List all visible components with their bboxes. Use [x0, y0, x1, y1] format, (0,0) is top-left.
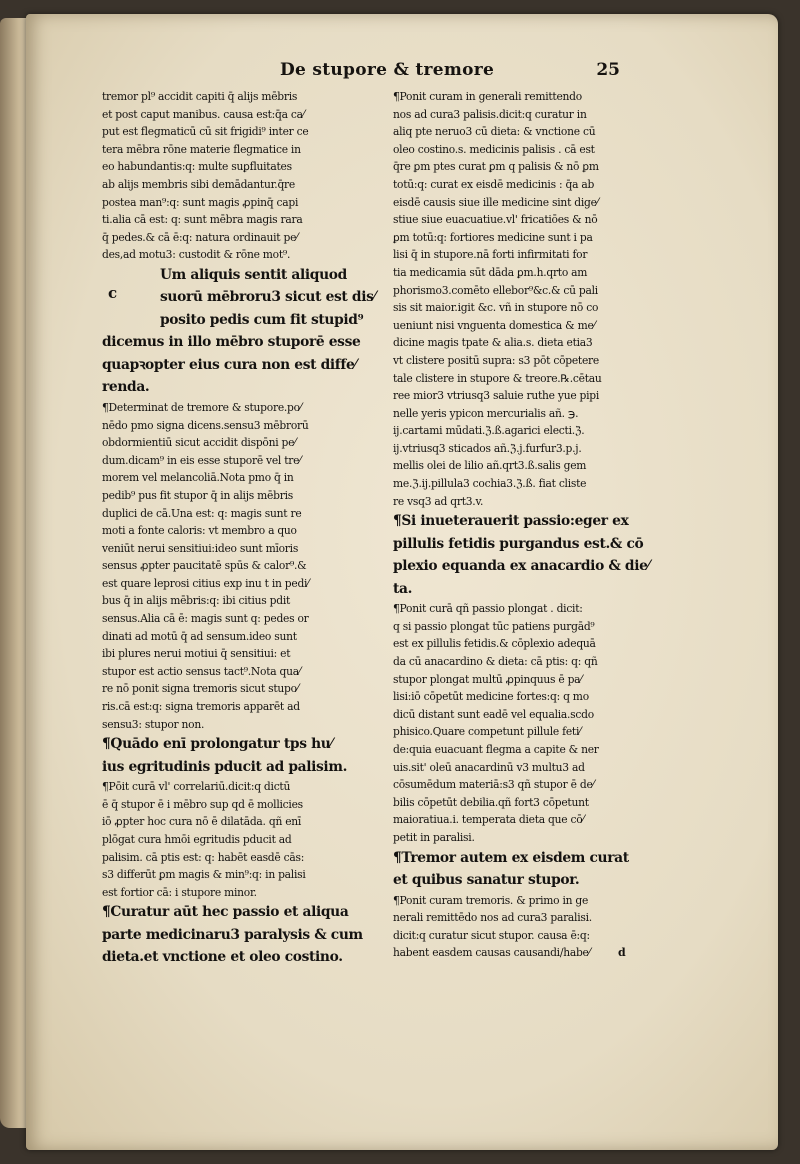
left-column: [102, 88, 388, 969]
text-line: palisim. cā ptis est: q: habēt easdē cās:: [102, 850, 305, 864]
text-line-content: Um aliquis sentit aliquod: [160, 266, 347, 283]
commentary-block: [393, 600, 676, 846]
text-line: maioratiua.i. temperata dieta que cō⁄: [393, 813, 584, 827]
main-text-block: [102, 264, 388, 399]
text-line: re nō ponit signa tremoris sicut stupo⁄: [102, 682, 299, 696]
text-line: lisi:iō cōpetūt medicine fortes:q: q mo: [393, 690, 589, 704]
text-line: lisi q̄ in stupore.nā forti infirmitati for: [393, 248, 588, 262]
text-line: ta.: [393, 580, 413, 597]
text-line: posito pedis cum fit stupid⁹: [160, 311, 364, 328]
commentary-block: [102, 778, 388, 901]
text-line: s3 differūt ꝑm magis & min⁹:q: in palisi: [102, 868, 306, 882]
text-line: dicit:q curatur sicut stupor. causa ē:q:: [393, 928, 590, 942]
text-line: ¶Ponit curam tremoris. & primo in ge: [393, 893, 589, 907]
text-line: ibi plures nerui motiui q̄ sensitiui: et: [102, 647, 291, 661]
text-line: tera mēbra rōne materie flegmatice in: [102, 142, 301, 156]
text-line: stupor plongat multū ꝓpinquus ē pa⁄: [393, 672, 582, 686]
text-line: et post caput manibus. causa est:q̄a ca⁄: [102, 107, 305, 121]
text-line: phisico.Quare competunt pillule feti⁄: [393, 725, 581, 739]
text-line: put est flegmaticū cū sit frigidi⁹ inter ce: [102, 125, 309, 139]
text-line: sis sit maior.igit &c. vñ in stupore nō co: [393, 301, 599, 315]
text-line: ab alijs membris sibi demādantur.q̄re: [102, 177, 295, 191]
text-line: ¶Pōit curā vl' correlariū.dicit:q dictū: [102, 780, 291, 794]
text-line: stiue siue euacuatiue.vl' fricatiōes & nō: [393, 213, 598, 227]
text-line: q si passio plongat tūc patiens purgād⁹: [393, 619, 595, 633]
text-line: uis.sit' oleū anacardinū v3 multu3 ad: [393, 760, 585, 774]
main-text-block: [393, 847, 676, 892]
text-line: q̄ pedes.& cā ē:q: natura ordinauit pe⁄: [102, 230, 298, 244]
text-line: ueniunt nisi vnguenta domestica & me⁄: [393, 318, 596, 332]
text-line: obdormientiū sicut accidit dispōni pe⁄: [102, 436, 296, 450]
text-line: tale clistere in stupore & treore.℞.cētau: [393, 371, 602, 385]
text-line: stupor est actio sensus tact⁹.Nota qua⁄: [102, 664, 301, 678]
text-line: ij.cartami mūdati.ℨ.ß.agarici electi.ℨ.: [393, 424, 585, 438]
text-line: sensu3: stupor non.: [102, 717, 205, 731]
main-text-block: [393, 510, 676, 600]
text-line: ¶Si inueterauerit passio:eger ex: [393, 513, 629, 530]
text-line: parte medicinaru3 paralysis & cum: [102, 926, 363, 943]
text-line: pillulis fetidis purgandus est.& cō: [393, 535, 644, 552]
text-line: suorū mēbroru3 sicut est dis⁄: [160, 289, 376, 306]
text-line: quapꝛopter eius cura non est diffe⁄: [102, 356, 357, 373]
commentary-block: [102, 88, 388, 264]
text-line: de:quia euacuant flegma a capite & ner: [393, 743, 599, 756]
text-line: nēdo pmo signa dicens.sensu3 mēbrorū: [102, 418, 309, 432]
text-line: petit in paralisi.: [393, 830, 475, 844]
text-line: cōsumēdum materiā:s3 qñ stupor ē de⁄: [393, 778, 595, 792]
text-line: mellis olei de lilio añ.qrt3.ß.salis gem: [393, 459, 587, 473]
text-line: sensus ꝓpter paucitatē spūs & calor⁹.&: [102, 559, 307, 573]
text-line: veniūt nerui sensitiui:ideo sunt mīoris: [102, 541, 299, 555]
page-header: [280, 60, 620, 82]
text-line: dinati ad motū q̄ ad sensum.ideo sunt: [102, 629, 297, 643]
text-line: me.ℨ.ij.pillula3 cochia3.ℨ.ß. fiat cliste: [393, 477, 587, 491]
right-column: [393, 88, 676, 962]
text-line: pedib⁹ pus fit stupor q̄ in alijs mēbris: [102, 488, 293, 502]
text-line: ¶Quādo enī prolongatur tps hu⁄: [102, 736, 333, 753]
text-line: tia medicamia sūt dāda ꝑm.h.qrto am: [393, 265, 588, 279]
text-line: ¶Curatur aūt hec passio et aliqua: [102, 904, 349, 921]
text-line: habent easdem causas causandi/habe⁄: [393, 946, 591, 960]
text-line: ris.cā est:q: signa tremoris apparēt ad: [102, 700, 300, 714]
text-line: dum.dicam⁹ in eis esse stuporē vel tre⁄: [102, 453, 301, 467]
text-line: ¶Determinat de tremore & stupore.po⁄: [102, 400, 302, 414]
text-line: est fortior cā: i stupore minor.: [102, 885, 257, 899]
text-line: plōgat cura hmōi egritudis pducit ad: [102, 833, 292, 846]
text-line: bilis cōpetūt debilia.qñ fort3 cōpetunt: [393, 795, 589, 809]
text-line: aliq pte neruo3 cū dieta: & vnctione cū: [393, 125, 596, 139]
text-line: iō ꝓpter hoc cura nō ē dilatāda. qñ enī: [102, 815, 302, 829]
text-line: nelle yeris ypicon mercurialis añ. ℈.: [393, 406, 579, 420]
commentary-block: [393, 892, 676, 962]
text-line: postea man⁹:q: sunt magis ꝓpinq̄ capi: [102, 195, 299, 209]
text-line: ¶Tremor autem ex eisdem curat: [393, 849, 629, 866]
main-text-block: [102, 901, 388, 969]
text-line: des,ad motu3: custodit & rōne mot⁹.: [102, 248, 291, 262]
text-line: et quibus sanatur stupor.: [393, 872, 580, 889]
commentary-block: [102, 399, 388, 733]
text-line: dicine magis tpate & alia.s. dieta etia3: [393, 336, 593, 350]
text-line: oleo costino.s. medicinis palisis . cā est: [393, 142, 595, 156]
text-line: nos ad cura3 palisis.dicit:q curatur in: [393, 107, 587, 121]
text-line: phorismo3.comēto ellebor⁹&c.& cū pali: [393, 283, 598, 297]
signature-mark: d: [618, 946, 626, 959]
folio-number: 25: [596, 60, 620, 80]
text-line: totū:q: curat ex eisdē medicinis : q̄a ab: [393, 177, 595, 191]
text-line: tremor pl⁹ accidit capiti q̄ alijs mēbris: [102, 90, 298, 103]
text-line: sensus.Alia cā ē: magis sunt q: pedes or: [102, 612, 309, 626]
text-line: eo habundantis:q: multe suꝑfluitates: [102, 160, 292, 174]
commentary-block: [393, 88, 676, 510]
initial-letter-guide: c: [108, 283, 117, 302]
text-line: da cū anacardino & dieta: cā ptis: q: qñ: [393, 655, 598, 669]
text-line: dicū distant sunt eadē vel equalia.scdo: [393, 707, 594, 721]
text-line: ꝑm totū:q: fortiores medicine sunt i pa: [393, 230, 593, 244]
text-line: vt clistere positū supra: s3 pōt cōpetere: [393, 353, 599, 367]
text-line: renda.: [102, 379, 150, 396]
text-line: q̄re ꝑm ptes curat ꝑm q palisis & nō ꝑm: [393, 160, 599, 174]
text-line: ti.alia cā est: q: sunt mēbra magis rara: [102, 213, 303, 227]
text-line: dieta.et vnctione et oleo costino.: [102, 949, 343, 966]
text-line: ij.vtriusq3 sticados añ.ℨ.j.furfur3.p.j.: [393, 441, 582, 455]
text-line: duplici de cā.Una est: q: magis sunt re: [102, 506, 302, 520]
text-line: nerali remittēdo nos ad cura3 paralisi.: [393, 911, 592, 925]
text-line: ē q̄ stupor ē i mēbro sup qd ē mollicies: [102, 797, 303, 811]
text-line: bus q̄ in alijs mēbris:q: ibi citius pdit: [102, 594, 291, 608]
running-title: De stupore & tremore: [280, 60, 495, 80]
text-line: morem vel melancoliā.Nota pmo q̄ in: [102, 471, 294, 485]
text-line: re vsq3 ad qrt3.v.: [393, 494, 484, 508]
text-line: ius egritudinis pducit ad palisim.: [102, 758, 348, 775]
text-line: plexio equanda ex anacardio & die⁄: [393, 558, 650, 575]
text-line: est ex pillulis fetidis.& cōplexio adequā: [393, 637, 596, 651]
text-line: ¶Ponit curā qñ passio plongat . dicit:: [393, 602, 583, 616]
main-text-block: [102, 733, 388, 778]
text-line: est quare leprosi citius exp inu t in pedi⁄: [102, 576, 309, 590]
text-line: dicemus in illo mēbro stuporē esse: [102, 334, 361, 351]
text-line: ¶Ponit curam in generali remittendo: [393, 90, 582, 103]
text-line: moti a fonte caloris: vt membro a quo: [102, 524, 297, 538]
text-line: ree mior3 vtriusq3 saluie ruthe yue pipi: [393, 389, 600, 403]
text-line: eisdē causis siue ille medicine sint dige⁄: [393, 195, 599, 209]
